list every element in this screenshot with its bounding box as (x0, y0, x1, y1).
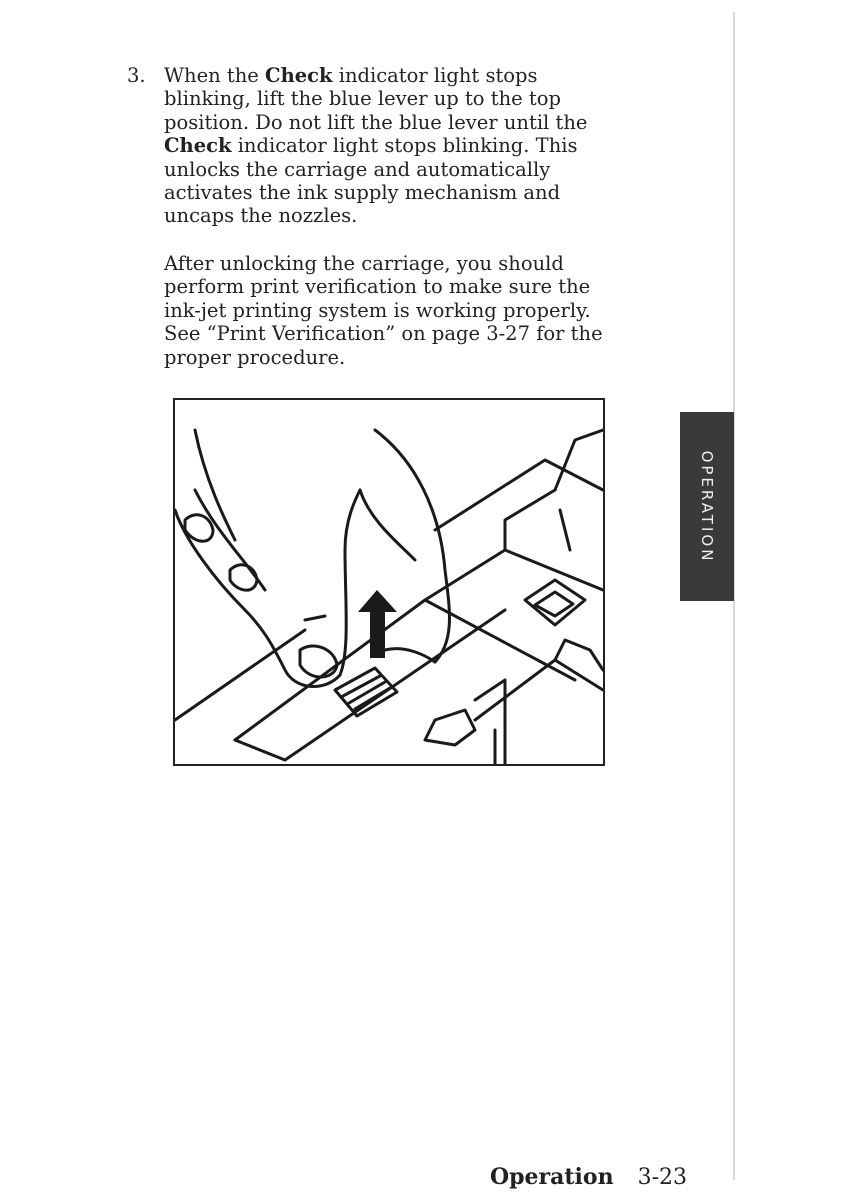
step-line: unlocks the carriage and automatically (164, 157, 551, 181)
step-line: When the Check indicator light stops (164, 64, 538, 87)
check-keyword: Check (265, 64, 333, 87)
paragraph-line: See “Print Verification” on page 3-27 for the (164, 322, 603, 346)
lever-illustration (173, 398, 605, 766)
step-number: 3. (127, 64, 146, 87)
paragraph-line: proper procedure. (164, 345, 346, 369)
hand-lifting-lever-drawing (175, 400, 603, 764)
verification-paragraph (164, 252, 664, 369)
page-footer (490, 1164, 687, 1190)
section-tab (680, 412, 734, 601)
paragraph-line: perform print verification to make sure the (164, 275, 591, 299)
section-tab-label: OPERATION (698, 450, 716, 563)
paragraph-line: ink-jet printing system is working properly. (164, 298, 591, 322)
step-line: activates the ink supply mechanism and (164, 181, 561, 205)
footer-section: Operation (490, 1164, 614, 1190)
footer-page-number: 3-23 (637, 1165, 688, 1190)
step-line: uncaps the nozzles. (164, 204, 358, 228)
step-body (164, 64, 654, 228)
paragraph-line: After unlocking the carriage, you should (164, 252, 564, 275)
check-keyword: Check (164, 134, 232, 158)
step-line: blinking, lift the blue lever up to the top (164, 87, 561, 111)
step-line: position. Do not lift the blue lever until the (164, 110, 588, 134)
step-line: Check indicator light stops blinking. This (164, 134, 578, 158)
